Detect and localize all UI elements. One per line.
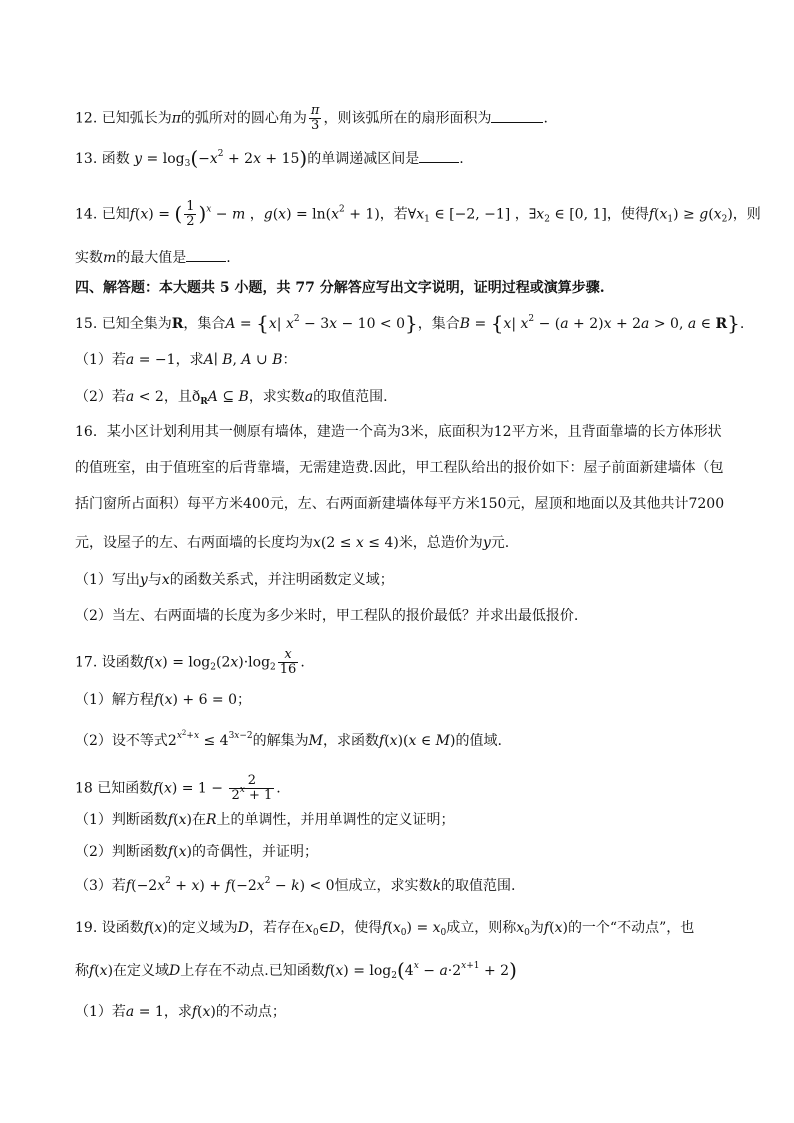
problem-19-line2: 称f(x)在定义域D上存在不动点.已知函数$f(x) = \log_2(4^x - a\cdot 2^{x+1} + 2)$	[75, 958, 517, 982]
problem-17: 17. 设函数$f(x) = \log_2(2x)\cdot\log_2$ $\frac{x}{16}$ .	[75, 647, 305, 677]
problem-18: 18 已知函数f(x) = 1 − $\frac{2}{2^x + 1}$ .	[75, 773, 281, 803]
problem-13: 13. 函数 $y = \log_3(-x^2 + 2x + 15)$的单调递减区间是 .	[75, 146, 464, 170]
problem-16-q2: （2）当左、右两面墙的长度为多少米时，甲工程队的报价最低？并求出最低报价.	[75, 608, 579, 624]
problem-16-q1: （1）写出y与x的函数关系式，并注明函数定义域；	[75, 572, 394, 588]
problem-16-line2: 的值班室，由于值班室的后背靠墙，无需建造费.因此，甲工程队给出的报价如下：屋子前面新建墙体（包	[75, 460, 724, 476]
problem-16: 16．某小区计划利用其一侧原有墙体，建造一个高为3米，底面积为12平方米，且背面靠墙的长方体形状	[75, 424, 722, 440]
problem-18-q2: （2）判断函数f(x)的奇偶性，并证明；	[75, 844, 318, 860]
problem-15-q2: （2）若a < 2，且$ð_RA$ ⊆ B，求实数a的取值范围.	[75, 389, 388, 407]
problem-14-line2: 实数m的最大值是 .	[75, 247, 231, 268]
problem-12: 12. 已知弧长为π的弧所对的圆心角为 $\frac{\pi}{3}$ ，则该弧所在的扇形面积为 .	[75, 103, 548, 133]
problem-18-q3: （3）若$f(-2x^2 + x) + f(-2x^2 - k) < 0$恒成立，求实数k的取值范围.	[75, 876, 516, 894]
problem-17-q1: （1）解方程f(x) + 6 = 0；	[75, 692, 252, 708]
problem-15: 15. 已知全集为R，集合A = {x| $x^2 - 3x - 10 < 0$}，集合B = {x| $x^2 - (a + 2)x + 2a > 0$, a ∈ R}.	[75, 311, 745, 335]
problem-15-q1: （1）若a = −1，求A∣ B, A ∪ B：	[75, 352, 297, 368]
problem-16-line4: 元，设屋子的左、右两面墙的长度均为x(2 ≤ x ≤ 4)米，总造价为y元.	[75, 535, 510, 551]
answer-blank[interactable]	[491, 108, 543, 123]
answer-blank[interactable]	[186, 247, 226, 262]
problem-19: 19. 设函数f(x)的定义域为D，若存在$x_0\in D$，使得$f(x_0) = x_0$成立，则称$x_0$为f(x)的一个“不动点”，也	[75, 920, 695, 938]
problem-18-q1: （1）判断函数f(x)在R上的单调性，并用单调性的定义证明；	[75, 812, 455, 828]
answer-blank[interactable]	[419, 148, 459, 163]
problem-14: 14. 已知f(x) = ( $\frac{1}{2}$ )$^x$ − m ，$g(x) = \ln(x^2 + 1)$，若$\forall x_1$ ∈ [−2, −1] ，$\exists x_2$ ∈ [0, 1]，使得$f(x_1) \ge g(x_2)$，则	[75, 199, 761, 229]
problem-19-q1: （1）若a = 1，求f(x)的不动点；	[75, 1004, 286, 1020]
problem-17-q2: （2）设不等式$2^{x^2+x} \le 4^{3x-2}$的解集为M，求函数f(x)(x ∈ M)的值域.	[75, 729, 502, 749]
fraction-pi-over-3: $\frac{\pi}{3}$	[310, 103, 320, 133]
problem-16-line3: 括门窗所占面积）每平方米400元，左、右两面新建墙体每平方米150元，屋顶和地面以及其他共计7200	[75, 496, 725, 512]
section-header: 四、解答题：本大题共 5 小题，共 77 分解答应写出文字说明，证明过程或演算步骤.	[75, 280, 605, 296]
